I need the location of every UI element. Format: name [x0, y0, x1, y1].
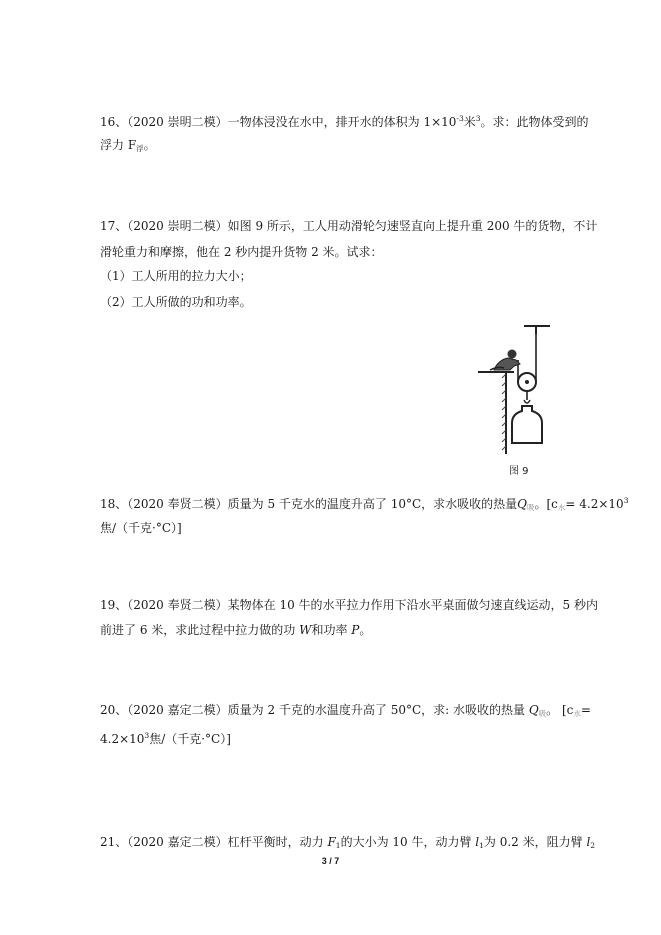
q18-text-a: 18、（2020 奉贤二模）质量为 5 千克水的温度升高了 10°C，求水吸收的热量	[100, 497, 518, 511]
q21-text-a: 21、（2020 嘉定二模）杠杆平衡时，动力	[100, 835, 328, 849]
q21-l1-subscript: 1	[479, 841, 484, 850]
q17-line1: 17、（2020 崇明二模）如图 9 所示，工人用动滑轮匀速竖直向上提升重 200 牛的货物，不计	[100, 219, 598, 233]
q19-text-a: 前进了 6 米，求此过程中拉力做的功	[100, 623, 300, 637]
q19-text-b: 和功率	[311, 623, 352, 637]
q20-text-b: 。 [c	[546, 703, 574, 717]
q21-f1-symbol: F	[327, 835, 336, 849]
q19-text-c: 。	[359, 623, 372, 637]
q16-text-a: 16、（2020 崇明二模）一物体浸没在水中，排开水的体积为 1×10	[100, 115, 457, 129]
q18-line2: 焦/（千克·°C）]	[100, 521, 182, 535]
q18-q-subscript: 吸	[527, 503, 535, 512]
page-number: 3 / 7	[321, 856, 340, 866]
q20-line1	[100, 702, 591, 722]
q20-q-symbol: Q	[528, 703, 539, 717]
q20-line2-text-b: 焦/（千克·°C）]	[149, 732, 231, 746]
q16-text-c: 。求：此物体受到的	[480, 115, 589, 129]
q19-w-symbol: W	[299, 623, 312, 637]
q16-text-b: 米	[463, 115, 476, 129]
q20-line2	[100, 728, 231, 747]
q16-subscript: 浮	[136, 144, 144, 153]
q19-p-symbol: P	[351, 623, 360, 637]
q16-line2	[100, 137, 156, 157]
q16-line1	[100, 111, 589, 130]
q21-l2-symbol: l	[586, 835, 591, 849]
pulley-figure	[466, 320, 576, 460]
q20-line2-text-a: 4.2×10	[100, 732, 145, 746]
q18-text-c: = 4.2×10	[565, 497, 624, 511]
q21-text-c: 为 0.2 米，阻力臂	[483, 835, 587, 849]
q20-exponent: 3	[144, 731, 150, 740]
q18-line1	[100, 493, 628, 516]
q17-item1: （1）工人所用的拉力大小；	[100, 269, 252, 283]
q21-line1	[100, 834, 595, 854]
q19-line1: 19、（2020 奉贤二模）某物体在 10 牛的水平拉力作用下沿水平桌面做匀速直线运动，5 秒内	[100, 598, 598, 612]
q16-line2-end: 。	[143, 138, 156, 152]
q20-c-subscript: 水	[573, 709, 581, 718]
q19-line2	[100, 622, 371, 638]
q18-text-b: 。[c	[534, 497, 558, 511]
q21-l1-symbol: l	[475, 835, 480, 849]
q17-item2: （2）工人所做的功和功率。	[100, 295, 252, 309]
q18-q-symbol: Q	[517, 497, 527, 511]
q20-text-a: 20、（2020 嘉定二模）质量为 2 千克的水温度升高了 50°C，求: 水吸收的热量	[100, 703, 529, 717]
figure-caption: 图 9	[509, 466, 529, 477]
q18-exponent: 3	[623, 496, 629, 505]
q18-c-subscript: 水	[557, 503, 566, 512]
q16-line2-text: 浮力 F	[100, 138, 137, 152]
q16-exponent: -3	[456, 114, 464, 123]
q17-line2: 滑轮重力和摩擦，他在 2 秒内提升货物 2 米。试求：	[100, 245, 383, 259]
q20-q-subscript: 吸	[538, 709, 547, 718]
q20-text-c: =	[580, 703, 591, 717]
q21-text-b: 的大小为 10 牛，动力臂	[340, 835, 476, 849]
q21-f1-subscript: 1	[335, 841, 341, 850]
q16-exponent-2: 3	[475, 114, 481, 123]
q21-l2-subscript: 2	[590, 841, 596, 850]
